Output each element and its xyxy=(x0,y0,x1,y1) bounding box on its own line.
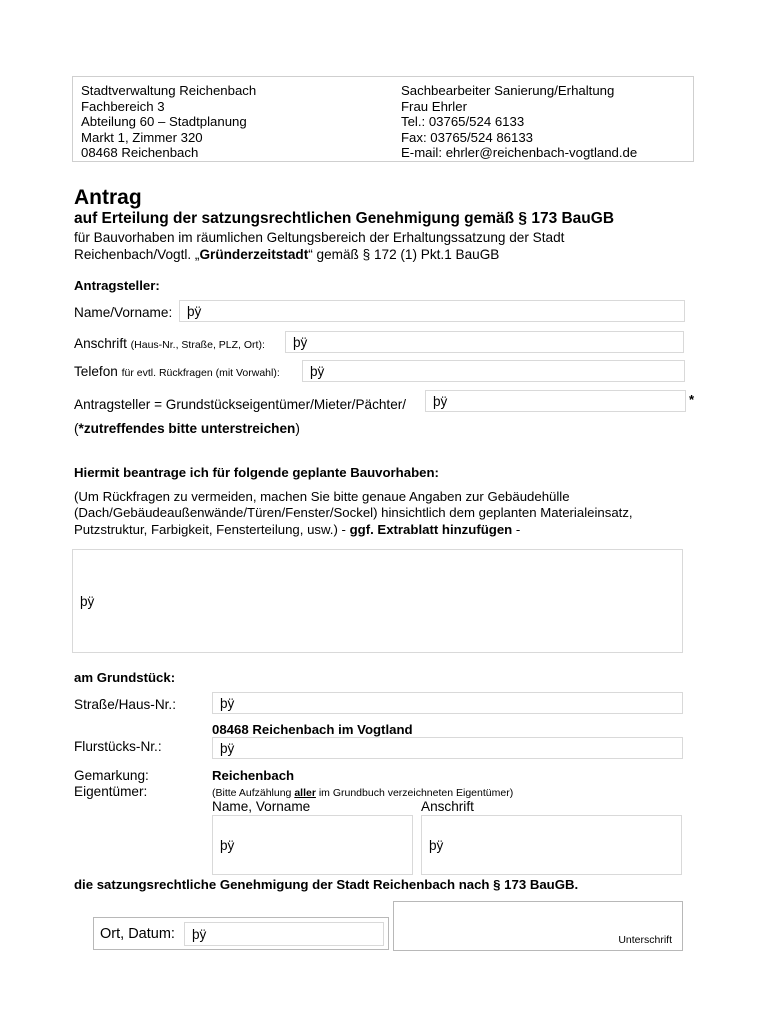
parcel-label: Flurstücks-Nr.: xyxy=(74,739,162,754)
name-field[interactable]: þÿ xyxy=(179,300,685,322)
underline-note: (*zutreffendes bitte unterstreichen) xyxy=(74,421,300,436)
owner-name-field[interactable]: þÿ xyxy=(212,815,413,875)
role-asterisk: * xyxy=(689,392,695,407)
street-label: Straße/Haus-Nr.: xyxy=(74,697,176,712)
name-label: Name/Vorname: xyxy=(74,305,173,320)
role-label: Antragsteller = Grundstückseigentümer/Mieter/Pächter/ xyxy=(74,397,407,412)
place-date-field[interactable]: þÿ xyxy=(184,922,384,946)
authority-address: Stadtverwaltung Reichenbach Fachbereich 3 Abteilung 60 – Stadtplanung Markt 1, Zimmer 320 08468 Reichenbach xyxy=(81,83,257,161)
signature-label: Unterschrift xyxy=(618,934,672,946)
owner-hint: (Bitte Aufzählung aller im Grundbuch verzeichneten Eigentümer) xyxy=(212,787,514,799)
closing-statement: die satzungsrechtliche Genehmigung der Stadt Reichenbach nach § 173 BauGB. xyxy=(74,877,579,892)
phone-field[interactable]: þÿ xyxy=(302,360,685,382)
project-instructions: (Um Rückfragen zu vermeiden, machen Sie bitte genaue Angaben zur Gebäudehülle (Dach/Gebäudeaußenwände/Türen/Fenster/Sockel) hinsichtlich dem geplanten Materialeinsatz, Putzstruktur, Farbigkeit, Fensterteilung, usw.) - ggf. Extrablatt hinzufügen - xyxy=(74,489,633,537)
place-date-label: Ort, Datum: xyxy=(100,926,175,942)
place-date-box xyxy=(93,917,389,950)
phone-label: Telefon für evtl. Rückfragen (mit Vorwahl): xyxy=(74,364,280,379)
district-value: Reichenbach xyxy=(212,768,295,783)
signature-box[interactable] xyxy=(393,901,683,951)
case-officer-contact: Sachbearbeiter Sanierung/Erhaltung Frau Ehrler Tel.: 03765/524 6133 Fax: 03765/524 86133 E-mail: ehrler@reichenbach-vogtland.de xyxy=(401,83,638,161)
owner-label: Eigentümer: xyxy=(74,784,148,799)
address-field[interactable]: þÿ xyxy=(285,331,684,353)
property-heading: am Grundstück: xyxy=(74,670,176,685)
city-value: 08468 Reichenbach im Vogtland xyxy=(212,722,413,737)
owner-address-field[interactable]: þÿ xyxy=(421,815,682,875)
project-description-field[interactable]: þÿ xyxy=(72,549,683,653)
form-subtitle: auf Erteilung der satzungsrechtlichen Genehmigung gemäß § 173 BauGB xyxy=(74,210,615,227)
form-title: Antrag xyxy=(74,186,142,209)
parcel-field[interactable]: þÿ xyxy=(212,737,683,759)
form-intro: für Bauvorhaben im räumlichen Geltungsbereich der Erhaltungssatzung der Stadt Reichenbach/Vogtl. „Gründerzeitstadt“ gemäß § 172 (1) Pkt.1 BauGB xyxy=(74,230,565,262)
applicant-heading: Antragsteller: xyxy=(74,278,160,293)
owner-address-column-label: Anschrift xyxy=(421,799,474,814)
owner-name-column-label: Name, Vorname xyxy=(212,799,311,814)
address-label: Anschrift (Haus-Nr., Straße, PLZ, Ort): xyxy=(74,336,265,351)
street-field[interactable]: þÿ xyxy=(212,692,683,714)
authority-contact-box xyxy=(72,76,694,162)
project-heading: Hiermit beantrage ich für folgende geplante Bauvorhaben: xyxy=(74,465,439,480)
district-label: Gemarkung: xyxy=(74,768,149,783)
role-field[interactable]: þÿ xyxy=(425,390,686,412)
